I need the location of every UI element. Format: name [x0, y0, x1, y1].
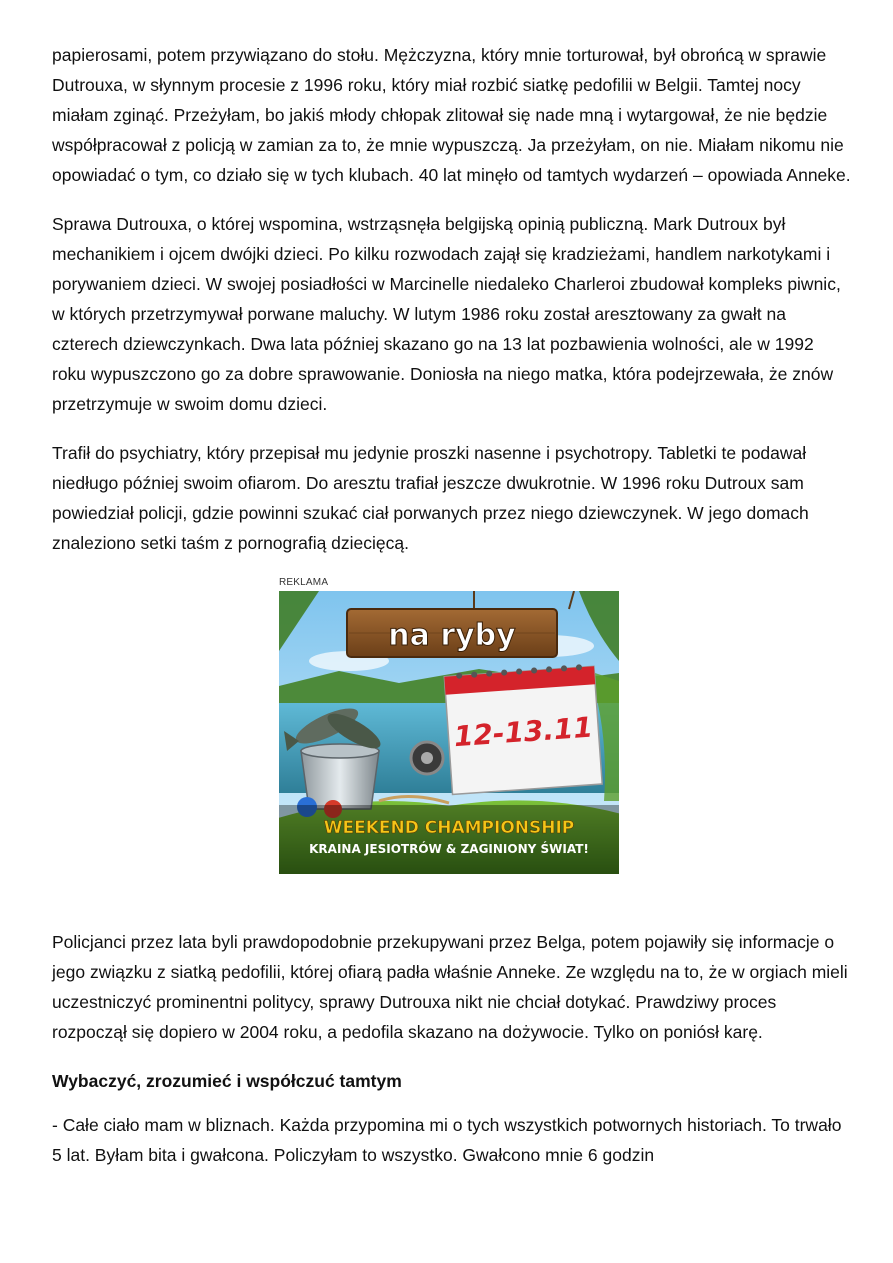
article-body: [52, 40, 852, 1189]
section-subheading: Wybaczyć, zrozumieć i współczuć tamtym: [52, 1071, 402, 1091]
ad-calendar-date: 12-13.11: [452, 710, 594, 754]
ad-headline: WEEKEND CHAMPIONSHIP: [323, 818, 575, 838]
ad-subline: KRAINA JESIOTRÓW & ZAGINIONY ŚWIAT!: [309, 842, 589, 856]
advertisement: [52, 577, 852, 909]
paragraph-police-bribery: Policjanci przez lata byli prawdopodobnie przekupywani przez Belga, potem pojawiły się informacje o jego związku z siatką pedofilii, której ofiarą padła właśnie Anneke. Ze względu na to, że w orgiach mieli uczestniczyć prominentni politycy, sprawy Dutrouxa nikt nie chciał dotykać. Prawdziwy proces rozpoczął się dopiero w 2004 roku, a pedofila skazano na dożywocie. Tylko on poniósł karę.: [52, 932, 848, 1042]
paragraph-torture-story: papierosami, potem przywiązano do stołu. Mężczyzna, który mnie torturował, był obrońcą w sprawie Dutrouxa, w słynnym procesie z 1996 roku, który miał rozbić siatkę pedofilii w Belgii. Tamtej nocy miałam zginąć. Przeżyłam, bo jakiś młody chłopak zlitował się nade mną i wytargował, że nie będzie współpracował z policją w zamian za to, że mnie wypuszczą. Ja przeżyłam, on nie. Miałam nikomu nie opowiadać o tym, co działo się w tych klubach. 40 lat minęło od tamtych wydarzeń – opowiada Anneke.: [52, 45, 851, 185]
paragraph-dutroux-case: Sprawa Dutrouxa, o której wspomina, wstrząsnęła belgijską opinią publiczną. Mark Dutroux był mechanikiem i ojcem dwójki dzieci. Po kilku rozwodach zajął się kradzieżami, handlem narkotykami i porywaniem dzieci. W swojej posiadłości w Marcinelle niedaleko Charleroi zbudował kompleks piwnic, w których przetrzymywał porwane maluchy. W lutym 1986 roku został aresztowany za gwałt na czterech dziewczynkach. Dwa lata później skazano go na 13 lat pozbawienia wolności, ale w 1992 roku wypuszczono go za dobre sprawowanie. Doniosła na niego matka, która podejrzewała, że znów przetrzymuje w swoim domu dzieci.: [52, 214, 841, 414]
ad-sign-text: na ryby: [388, 618, 516, 653]
ad-label: REKLAMA: [279, 577, 329, 588]
paragraph-scars: - Całe ciało mam w bliznach. Każda przypomina mi o tych wszystkich potwornych historiach. To trwało 5 lat. Byłam bita i gwałcona. Policzyłam to wszystko. Gwałcono mnie 6 godzin: [52, 1115, 842, 1165]
paragraph-psychiatrist: Trafił do psychiatry, który przepisał mu jedynie proszki nasenne i psychotropy. Tabletki te podawał niedługo później swoim ofiarom. Do aresztu trafiał jeszcze dwukrotnie. W 1996 roku Dutroux sam powiedział policji, gdzie powinni szukać ciał porwanych przez niego dziewczynek. W jego domach znaleziono setki taśm z pornografią dziecięcą.: [52, 443, 809, 553]
ad-banner-fishing[interactable]: [279, 591, 619, 874]
